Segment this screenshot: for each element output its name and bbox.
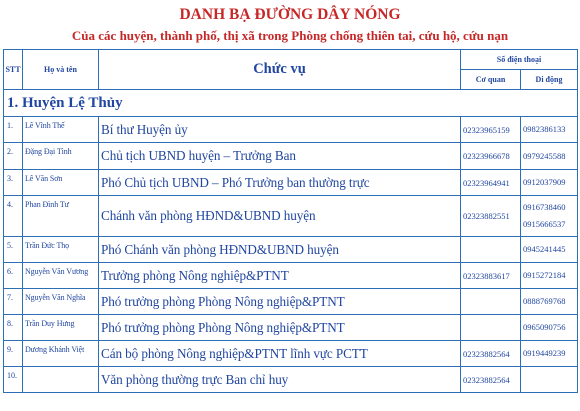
row-mobile-secondary[interactable]: 0915666537 [523,219,566,229]
row-mobile-phone[interactable] [521,289,578,315]
hotline-table-wrapper [3,49,578,393]
table-row [4,263,578,289]
row-stt: 10. [4,367,23,393]
row-mobile-primary[interactable]: 0982386133 [523,124,566,134]
row-name: Đặng Đại Tình [23,143,99,170]
table-row [4,170,578,196]
row-name: Dương Khánh Việt [23,341,99,367]
row-position: Văn phòng thường trực Ban chỉ huy [99,367,461,393]
section-row [4,90,578,117]
row-mobile-phone[interactable] [521,315,578,341]
row-mobile-primary[interactable]: 0979245588 [523,150,566,161]
table-row [4,367,578,393]
document-title: DANH BẠ ĐƯỜNG DÂY NÓNG [179,6,401,23]
row-office-phone[interactable]: 02323965159 [461,117,521,143]
row-position: Chánh văn phòng HĐND&UBND huyện [99,196,461,237]
row-position: Cán bộ phòng Nông nghiệp&PTNT lĩnh vực PCTT [99,341,461,367]
header-name: Họ và tên [23,50,99,90]
row-office-phone[interactable]: 02323964941 [461,170,521,196]
row-mobile-phone[interactable] [521,143,578,170]
row-office-phone[interactable] [461,237,521,263]
row-stt: 3. [4,170,23,196]
row-position: Phó trưởng phòng Phòng Nông nghiệp&PTNT [99,289,461,315]
row-mobile-phone[interactable] [521,117,578,143]
header-phone: Số điện thoại [461,50,578,70]
section-title: 1. Huyện Lệ Thủy [4,90,578,117]
header-mobile: Di động [521,70,578,90]
row-stt: 4. [4,196,23,237]
row-office-phone[interactable] [461,315,521,341]
table-row [4,196,578,237]
row-stt: 9. [4,341,23,367]
row-mobile-primary[interactable]: 0912037909 [523,177,566,187]
table-row [4,237,578,263]
row-stt: 6. [4,263,23,289]
row-position: Trưởng phòng Nông nghiệp&PTNT [99,263,461,289]
row-stt: 5. [4,237,23,263]
row-mobile-phone[interactable] [521,237,578,263]
row-name: Trần Duy Hưng [23,315,99,341]
header-row [4,50,578,70]
row-mobile-phone[interactable] [521,263,578,289]
table-row [4,315,578,341]
row-name: Trần Đức Thọ [23,237,99,263]
header-position: Chức vụ [99,50,461,90]
row-office-phone[interactable]: 02323882564 [461,341,521,367]
row-stt: 1. [4,117,23,143]
table-body [4,117,578,393]
row-position: Phó Chủ tịch UBND – Phó Trưởng ban thường trực [99,170,461,196]
row-mobile-phone[interactable] [521,170,578,196]
table-row [4,289,578,315]
row-name: Lê Vĩnh Thế [23,117,99,143]
row-mobile-phone[interactable] [521,367,578,393]
table-row [4,341,578,367]
header-office: Cơ quan [461,70,521,90]
row-position: Phó trưởng phòng Phòng Nông nghiệp&PTNT [99,315,461,341]
table-row [4,117,578,143]
header-stt: STT [4,50,23,90]
row-name: Nguyễn Văn Vương [23,263,99,289]
document-subtitle: Của các huyện, thành phố, thị xã trong Phòng chống thiên tai, cứu hộ, cứu nạn [71,28,509,43]
row-mobile-phone[interactable] [521,341,578,367]
table-row [4,143,578,170]
row-stt: 2. [4,143,23,170]
row-mobile-primary[interactable]: 0965090756 [523,322,566,332]
row-stt: 7. [4,289,23,315]
row-position: Bí thư Huyện ủy [99,117,461,143]
row-mobile-primary[interactable]: 0945241445 [523,244,566,254]
row-name [23,367,99,393]
row-office-phone[interactable]: 02323883617 [461,263,521,289]
row-mobile-primary[interactable]: 0916738460 [523,202,566,212]
row-mobile-phone[interactable] [521,196,578,237]
row-mobile-primary[interactable]: 0888769768 [523,296,566,306]
row-office-phone[interactable]: 02323882551 [461,196,521,237]
row-office-phone[interactable]: 02323966678 [461,143,521,170]
row-mobile-primary[interactable]: 0919449239 [523,348,566,358]
row-name: Lê Văn Sơn [23,170,99,196]
row-position: Phó Chánh văn phòng HĐND&UBND huyện [99,237,461,263]
row-name: Nguyễn Văn Nghĩa [23,289,99,315]
row-name: Phan Đình Tư [23,196,99,237]
row-stt: 8. [4,315,23,341]
row-office-phone[interactable]: 02323882564 [461,367,521,393]
row-mobile-primary[interactable]: 0915272184 [523,270,566,280]
row-office-phone[interactable] [461,289,521,315]
hotline-table [3,49,578,393]
row-position: Chủ tịch UBND huyện – Trưởng Ban [99,143,461,170]
